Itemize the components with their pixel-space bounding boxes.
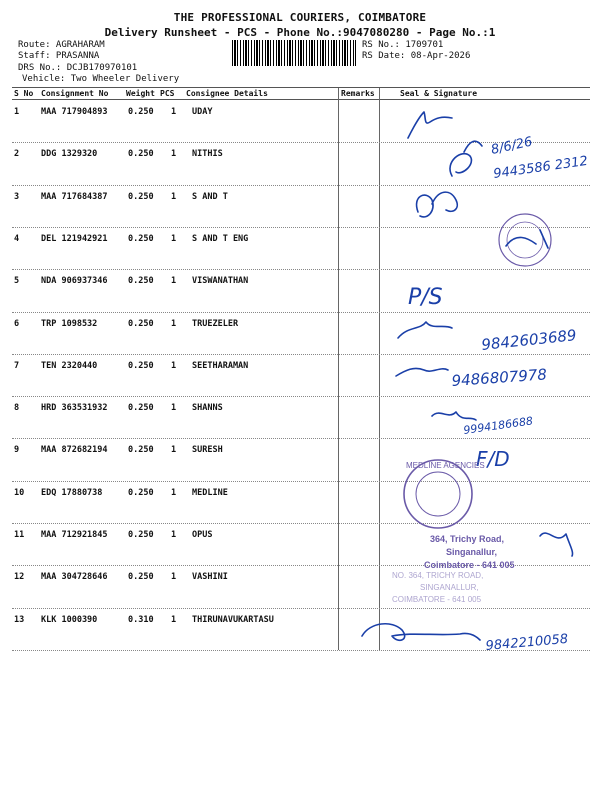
address-stamp-line2: Singanallur, (446, 547, 498, 557)
faded-stamp-line1: NO. 364, TRICHY ROAD, (392, 571, 484, 580)
cell-pcs: 1 (171, 191, 177, 202)
row7-phone: 9486807978 (451, 365, 548, 390)
medline-stamp (404, 460, 472, 528)
company-title: THE PROFESSIONAL COURIERS, COIMBATORE (173, 11, 427, 24)
cell-consignee: THIRUNAVUKARTASU (192, 614, 274, 625)
cell-consignment: MAA 712921845 (41, 530, 108, 540)
cell-sno: 9 (14, 445, 20, 456)
col-consignee: Consignee Details (186, 89, 268, 98)
signature-row6 (398, 322, 452, 338)
cell-consignee: MEDLINE (192, 487, 228, 498)
cell-sno: 10 (14, 487, 25, 498)
row-separator (12, 269, 590, 270)
row-separator (12, 142, 590, 143)
row-separator (12, 185, 590, 186)
cell-sno: 4 (14, 233, 20, 244)
table-header-rule (12, 99, 590, 100)
row-separator (12, 608, 590, 609)
cell-consignee: VISWANATHAN (192, 276, 249, 287)
col-sno: S No (14, 89, 34, 98)
cell-consignee: VASHINI (192, 572, 228, 583)
cell-pcs: 1 (171, 403, 177, 414)
cell-weight: 0.250 (128, 360, 154, 371)
cell-pcs: 1 (171, 233, 177, 244)
cell-consignment: MAA 872682194 (41, 445, 108, 456)
signature-row7 (396, 368, 448, 376)
col-consignment: Consignment No (41, 89, 109, 98)
cell-consignment: KLK 1000390 (41, 614, 98, 625)
cell-weight: 0.250 (128, 530, 154, 540)
signature-row4 (506, 230, 548, 248)
row6-phone: 9842603689 (480, 326, 578, 354)
row-separator (12, 312, 590, 313)
row-separator (12, 396, 590, 397)
cell-pcs: 1 (171, 487, 177, 498)
cell-consignment: TRP 1098532 (41, 318, 98, 329)
cell-consignee: S AND T ENG (192, 233, 249, 244)
row-separator (12, 481, 590, 482)
cell-weight: 0.250 (128, 149, 154, 160)
cell-weight: 0.250 (128, 487, 154, 498)
cell-weight: 0.250 (128, 403, 154, 414)
seal-row4 (499, 214, 551, 266)
cell-pcs: 1 (171, 614, 177, 625)
row-separator (12, 650, 590, 651)
cell-pcs: 1 (171, 107, 177, 117)
cell-weight: 0.250 (128, 318, 154, 329)
cell-consignment: NDA 906937346 (41, 276, 108, 287)
signature-row2 (450, 141, 482, 176)
cell-sno: 2 (14, 149, 20, 160)
cell-consignee: TRUEZELER (192, 318, 239, 329)
row9-text: F/D (476, 447, 510, 471)
cell-sno: 1 (14, 107, 20, 117)
row5-text: P/S (408, 285, 443, 310)
row-separator (12, 227, 590, 228)
cell-consignment: MAA 717684387 (41, 191, 108, 202)
row-separator (12, 565, 590, 566)
cell-weight: 0.250 (128, 107, 154, 117)
cell-consignee: SURESH (192, 445, 223, 456)
signature-row8 (432, 412, 476, 420)
medline-stamp-text: MEDLINE AGENCIES (406, 461, 485, 470)
cell-consignment: MAA 717904893 (41, 107, 108, 117)
cell-weight: 0.310 (128, 614, 154, 625)
cell-consignment: EDQ 17880738 (41, 487, 103, 498)
cell-pcs: 1 (171, 149, 177, 160)
cell-weight: 0.250 (128, 445, 154, 456)
cell-consignee: S AND T (192, 191, 228, 202)
cell-sno: 13 (14, 614, 25, 625)
cell-consignee: SHANNS (192, 403, 223, 414)
cell-consignee: SEETHARAMAN (192, 360, 249, 371)
cell-sno: 5 (14, 276, 20, 287)
row2-date: 8/6/26 (489, 134, 534, 158)
row-separator (12, 354, 590, 355)
cell-pcs: 1 (171, 276, 177, 287)
signature-row11 (540, 533, 573, 556)
barcode (232, 40, 356, 66)
cell-consignee: UDAY (192, 107, 213, 117)
cell-sno: 8 (14, 403, 20, 414)
cell-pcs: 1 (171, 445, 177, 456)
cell-pcs: 1 (171, 530, 177, 540)
rs-date: RS Date: 08-Apr-2026 (362, 51, 471, 61)
cell-weight: 0.250 (128, 276, 154, 287)
signature-row1 (408, 112, 452, 138)
cell-pcs: 1 (171, 572, 177, 583)
row-separator (12, 438, 590, 439)
route-label: Route: AGRAHARAM (18, 40, 105, 50)
cell-weight: 0.250 (128, 191, 154, 202)
staff-label: Staff: PRASANNA (18, 51, 100, 61)
row2-phone: 9443586 2312 (492, 153, 589, 182)
address-stamp-line1: 364, Trichy Road, (430, 534, 505, 544)
row-separator (12, 523, 590, 524)
cell-sno: 6 (14, 318, 20, 329)
col-remarks: Remarks (341, 89, 375, 98)
vehicle-label: Vehicle: Two Wheeler Delivery (22, 74, 180, 84)
cell-consignment: DDG 1329320 (41, 149, 98, 160)
cell-consignee: NITHIS (192, 149, 223, 160)
cell-consignment: DEL 121942921 (41, 233, 108, 244)
faded-stamp-line3: COIMBATORE - 641 005 (392, 595, 482, 604)
runsheet-subtitle: Delivery Runsheet - PCS - Phone No.:9047080280 - Page No.:1 (104, 26, 496, 39)
address-stamp-line3: Coimbatore - 641 005 (424, 560, 515, 570)
cell-consignment: HRD 363531932 (41, 403, 108, 414)
cell-sno: 7 (14, 360, 20, 371)
drs-number: DRS No.: DCJB170970101 (18, 63, 138, 73)
cell-consignee: OPUS (192, 530, 213, 540)
cell-weight: 0.250 (128, 233, 154, 244)
col-seal: Seal & Signature (400, 89, 478, 98)
col-pcs: PCS (160, 89, 175, 98)
cell-sno: 3 (14, 191, 20, 202)
faded-stamp-line2: SINGANALLUR, (420, 583, 479, 592)
cell-weight: 0.250 (128, 572, 154, 583)
cell-consignment: TEN 2320440 (41, 360, 98, 371)
signature-row3 (417, 192, 458, 217)
rs-number: RS No.: 1709701 (362, 40, 444, 50)
col-weight: Weight (126, 89, 155, 98)
cell-pcs: 1 (171, 318, 177, 329)
row8-phone: 9994186688 (462, 414, 534, 437)
cell-consignment: MAA 304728646 (41, 572, 108, 583)
cell-sno: 11 (14, 530, 25, 540)
table-top-rule (12, 87, 590, 88)
cell-pcs: 1 (171, 360, 177, 371)
cell-sno: 12 (14, 572, 25, 583)
row13-phone: 9842210058 (485, 631, 569, 654)
